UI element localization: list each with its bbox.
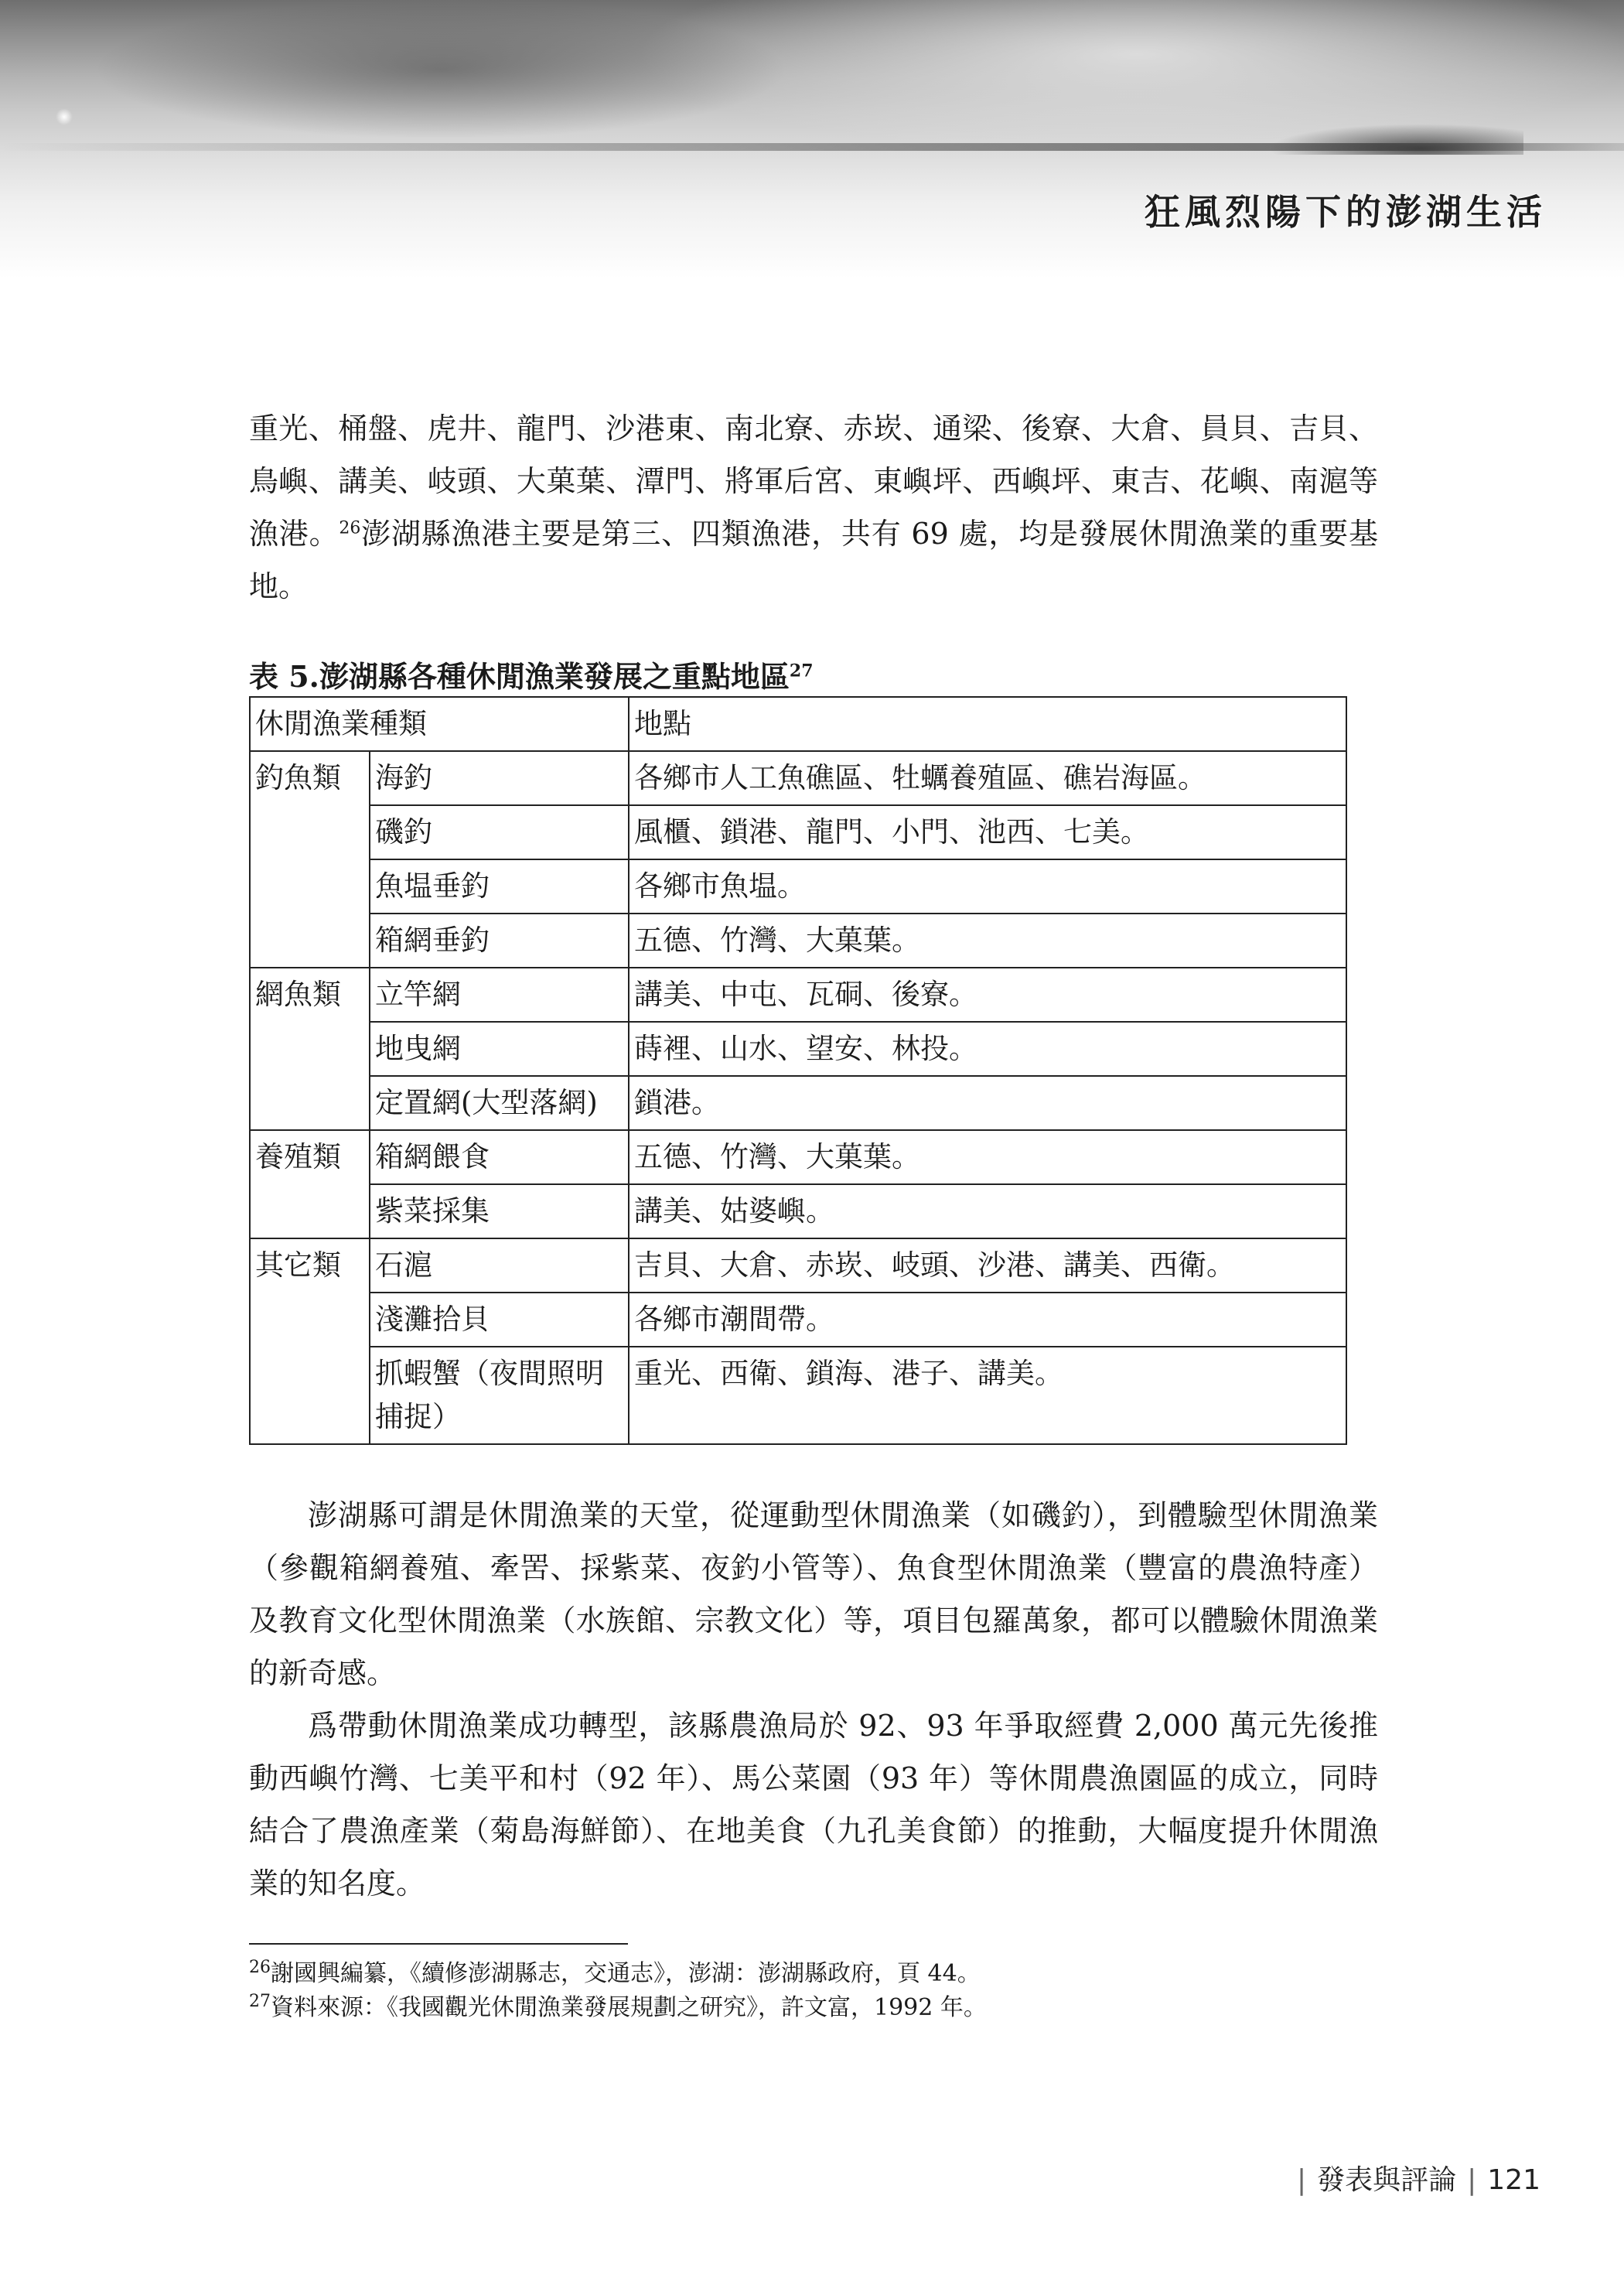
table-caption-text: 表 5.澎湖縣各種休閒漁業發展之重點地區 xyxy=(249,659,790,694)
table-row xyxy=(250,859,1346,914)
body-paragraph-1: 澎湖縣可謂是休閒漁業的天堂，從運動型休閒漁業（如磯釣），到體驗型休閒漁業（參觀箱網養殖、牽罟、採紫菜、夜釣小管等）、魚食型休閒漁業（豐富的農漁特產）及教育文化型休閒漁業（水族館、宗教文化）等，項目包羅萬象，都可以體驗休閒漁業的新奇感。 xyxy=(249,1498,1378,1690)
category-cell: 其它類 xyxy=(250,1238,370,1293)
category-cell xyxy=(250,1022,370,1076)
category-cell xyxy=(250,1347,370,1444)
location-cell: 各鄉市魚塭。 xyxy=(629,859,1346,914)
type-cell: 抓蝦蟹（夜間照明捕捉） xyxy=(370,1347,629,1444)
table-row xyxy=(250,805,1346,859)
table-header-location: 地點 xyxy=(629,697,1346,751)
type-cell: 箱網餵食 xyxy=(370,1130,629,1184)
location-cell: 五德、竹灣、大菓葉。 xyxy=(629,1130,1346,1184)
footnote-26 xyxy=(249,1957,987,1991)
location-cell: 吉貝、大倉、赤崁、岐頭、沙港、講美、西衛。 xyxy=(629,1238,1346,1293)
footer-separator: | xyxy=(1467,2164,1477,2196)
intro-paragraph xyxy=(249,402,1378,613)
location-cell: 鎖港。 xyxy=(629,1076,1346,1130)
category-cell xyxy=(250,859,370,914)
location-cell: 各鄉市潮間帶。 xyxy=(629,1293,1346,1347)
footnote-number: 26 xyxy=(249,1958,271,1977)
table-row xyxy=(250,1130,1346,1184)
banner-island xyxy=(1268,124,1523,155)
table-header-type: 休閒漁業種類 xyxy=(250,697,629,751)
category-cell xyxy=(250,1184,370,1238)
table-row xyxy=(250,1293,1346,1347)
category-cell: 網魚類 xyxy=(250,968,370,1022)
table-row xyxy=(250,1022,1346,1076)
category-cell: 養殖類 xyxy=(250,1130,370,1184)
table-block xyxy=(249,657,1378,1445)
location-cell: 講美、中屯、瓦硐、後寮。 xyxy=(629,968,1346,1022)
footnote-number: 27 xyxy=(249,1992,271,2011)
location-cell: 蒔裡、山水、望安、林投。 xyxy=(629,1022,1346,1076)
table-row xyxy=(250,751,1346,805)
location-cell: 重光、西衛、鎖海、港子、講美。 xyxy=(629,1347,1346,1444)
footnote-27 xyxy=(249,1991,987,2025)
type-cell: 淺灘拾貝 xyxy=(370,1293,629,1347)
footnote-ref-26[interactable]: 26 xyxy=(339,518,361,538)
footnote-text: 資料來源：《我國觀光休閒漁業發展規劃之研究》，許文富，1992 年。 xyxy=(271,1994,987,2021)
table-row xyxy=(250,1238,1346,1293)
type-cell: 磯釣 xyxy=(370,805,629,859)
table-row xyxy=(250,1184,1346,1238)
footnote-ref-27[interactable]: 27 xyxy=(789,661,814,681)
page-footer xyxy=(1286,2158,1540,2198)
category-cell xyxy=(250,1293,370,1347)
footnote-divider xyxy=(249,1943,628,1945)
type-cell: 立竿網 xyxy=(370,968,629,1022)
fishery-table xyxy=(249,696,1347,1445)
body-paragraph-2: 爲帶動休閒漁業成功轉型，該縣農漁局於 92、93 年爭取經費 2,000 萬元先後推動西嶼竹灣、七美平和村（92 年）、馬公菜園（93 年）等休閒農漁園區的成立，同時結合了農漁產業（菊島海鮮節）、在地美食（九孔美食節）的推動，大幅度提升休閒漁業的知名度。 xyxy=(249,1709,1378,1901)
category-cell xyxy=(250,914,370,968)
header-banner xyxy=(0,0,1624,278)
table-row xyxy=(250,914,1346,968)
footer-separator: | xyxy=(1296,2164,1307,2196)
type-cell: 魚塭垂釣 xyxy=(370,859,629,914)
category-cell: 釣魚類 xyxy=(250,751,370,805)
footnote-text: 謝國興編纂，《續修澎湖縣志，交通志》，澎湖：澎湖縣政府，頁 44。 xyxy=(271,1960,981,1987)
type-cell: 定置網(大型落網) xyxy=(370,1076,629,1130)
banner-cloud-dark xyxy=(93,0,789,139)
body-paragraphs xyxy=(249,1489,1378,1910)
intro-text-part-1: 重光、桶盤、虎井、龍門、沙港東、南北寮、赤崁、通梁、後寮、大倉、員貝、吉貝、鳥嶼、講美、岐頭、大菓葉、潭門、將軍后宮、東嶼坪、西嶼坪、東吉、花嶼、南滬等漁港。 xyxy=(249,412,1378,551)
intro-text-part-2: 澎湖縣漁港主要是第三、四類漁港，共有 69 處，均是發展休閒漁業的重要基地。 xyxy=(249,517,1378,603)
banner-sun xyxy=(56,108,73,125)
location-cell: 講美、姑婆嶼。 xyxy=(629,1184,1346,1238)
type-cell: 石滬 xyxy=(370,1238,629,1293)
type-cell: 箱網垂釣 xyxy=(370,914,629,968)
table-row xyxy=(250,1076,1346,1130)
footer-section: 發表與評論 xyxy=(1317,2164,1457,2196)
location-cell: 各鄉市人工魚礁區、牡蠣養殖區、礁岩海區。 xyxy=(629,751,1346,805)
table-row xyxy=(250,1347,1346,1444)
type-cell: 地曳網 xyxy=(370,1022,629,1076)
table-caption xyxy=(249,657,1378,696)
location-cell: 風櫃、鎖港、龍門、小門、池西、七美。 xyxy=(629,805,1346,859)
footnotes xyxy=(249,1957,987,2025)
category-cell xyxy=(250,1076,370,1130)
type-cell: 海釣 xyxy=(370,751,629,805)
category-cell xyxy=(250,805,370,859)
location-cell: 五德、竹灣、大菓葉。 xyxy=(629,914,1346,968)
type-cell: 紫菜採集 xyxy=(370,1184,629,1238)
intro-paragraph-block xyxy=(249,402,1378,613)
table-row xyxy=(250,968,1346,1022)
running-header-title: 狂風烈陽下的澎湖生活 xyxy=(1145,191,1547,233)
table-header-row xyxy=(250,697,1346,751)
page-number: 121 xyxy=(1487,2164,1540,2196)
